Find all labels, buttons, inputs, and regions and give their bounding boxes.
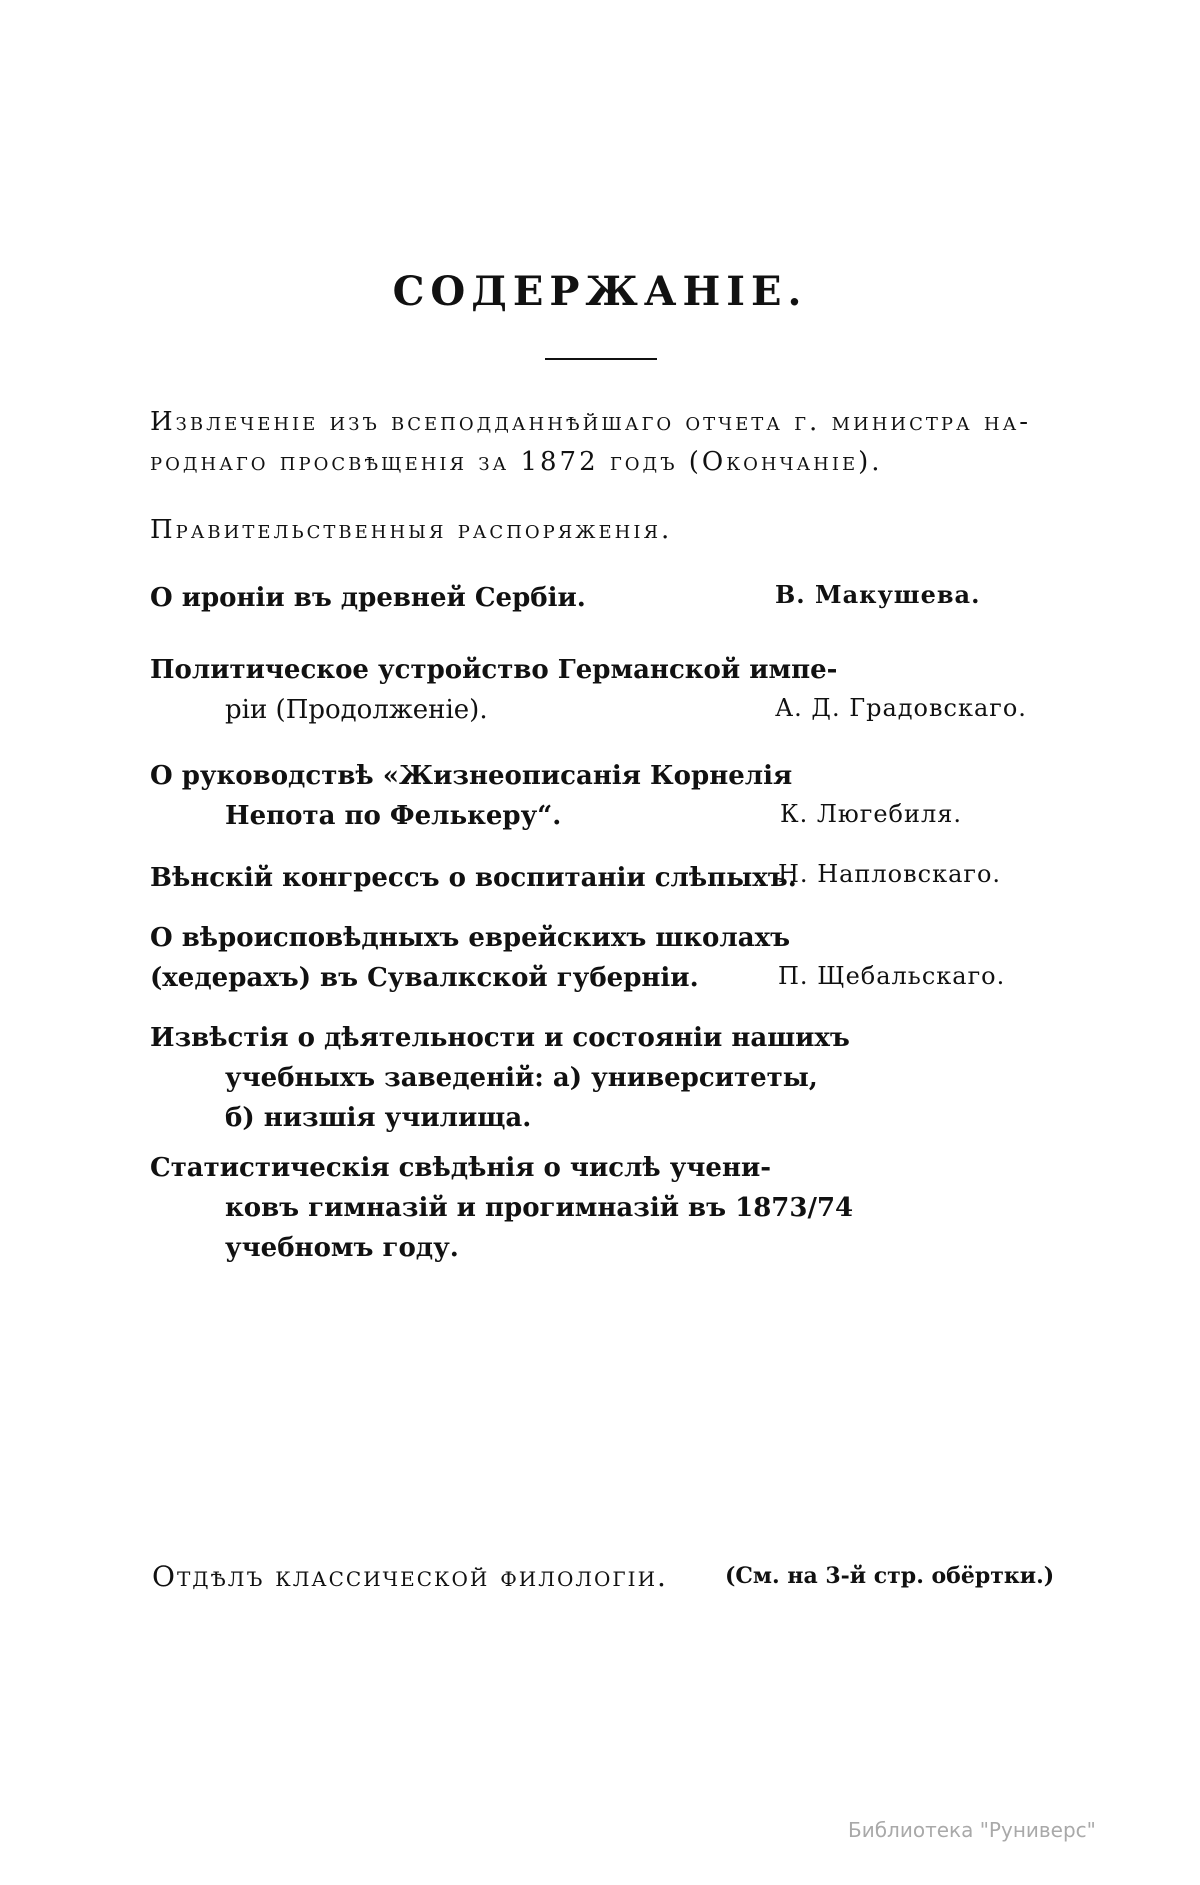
toc-entry — [150, 1018, 1050, 1138]
entry-author: П. Щебальскаго. — [778, 962, 1006, 990]
entry-line: учебныхъ заведеній: а) университеты, — [225, 1063, 818, 1093]
entry-author: К. Люгебиля. — [780, 800, 962, 828]
page-title: СОДЕРЖАНІЕ. — [392, 268, 808, 315]
section-footer-note: (См. на 3-й стр. обёртки.) — [725, 1563, 1055, 1589]
section-footer-title: Отдѣлъ классической филологіи. — [152, 1560, 668, 1593]
entry-line: О вѣроисповѣдныхъ еврейскихъ школахъ — [150, 923, 791, 953]
entry-author: А. Д. Градовскаго. — [775, 694, 1027, 722]
entry-author: В. Макушева. — [775, 580, 981, 609]
entry-line: роднаго просвѣщенія за 1872 годъ (Окончаніе). — [150, 447, 883, 477]
entry-line: Политическое устройство Германской импе- — [150, 655, 838, 685]
entry-line: б) низшія училища. — [225, 1103, 532, 1133]
entry-line: Непота по Фелькеру“. — [225, 801, 562, 831]
entry-line: Вѣнскій конгрессъ о воспитаніи слѣпыхъ. — [150, 863, 797, 893]
entry-line: Правительственныя распоряженія. — [150, 515, 673, 545]
entry-line: Статистическія свѣдѣнія о числѣ учени- — [150, 1153, 772, 1183]
entry-line: Извѣстія о дѣятельности и состояніи нашихъ — [150, 1023, 850, 1053]
toc-entry — [150, 510, 1050, 550]
entry-line: (хедерахъ) въ Сувалкской губерніи. — [150, 963, 699, 993]
title-underline — [545, 358, 657, 360]
library-watermark: Библиотека "Руниверс" — [848, 1818, 1096, 1842]
entry-line: ковъ гимназій и прогимназій въ 1873/74 — [225, 1193, 854, 1223]
toc-entry — [150, 1148, 1050, 1268]
entry-line: учебномъ году. — [225, 1233, 459, 1263]
entry-author: Н. Напловскаго. — [778, 860, 1002, 888]
toc-entry — [150, 402, 1050, 482]
entry-line: Извлеченіе изъ всеподданнѣйшаго отчета г. министра на- — [150, 407, 1032, 437]
entry-line: О ироніи въ древней Сербіи. — [150, 583, 586, 613]
entry-line: О руководствѣ «Жизнеописанія Корнелія — [150, 761, 793, 791]
entry-line: ріи (Продолженіе). — [225, 695, 488, 725]
